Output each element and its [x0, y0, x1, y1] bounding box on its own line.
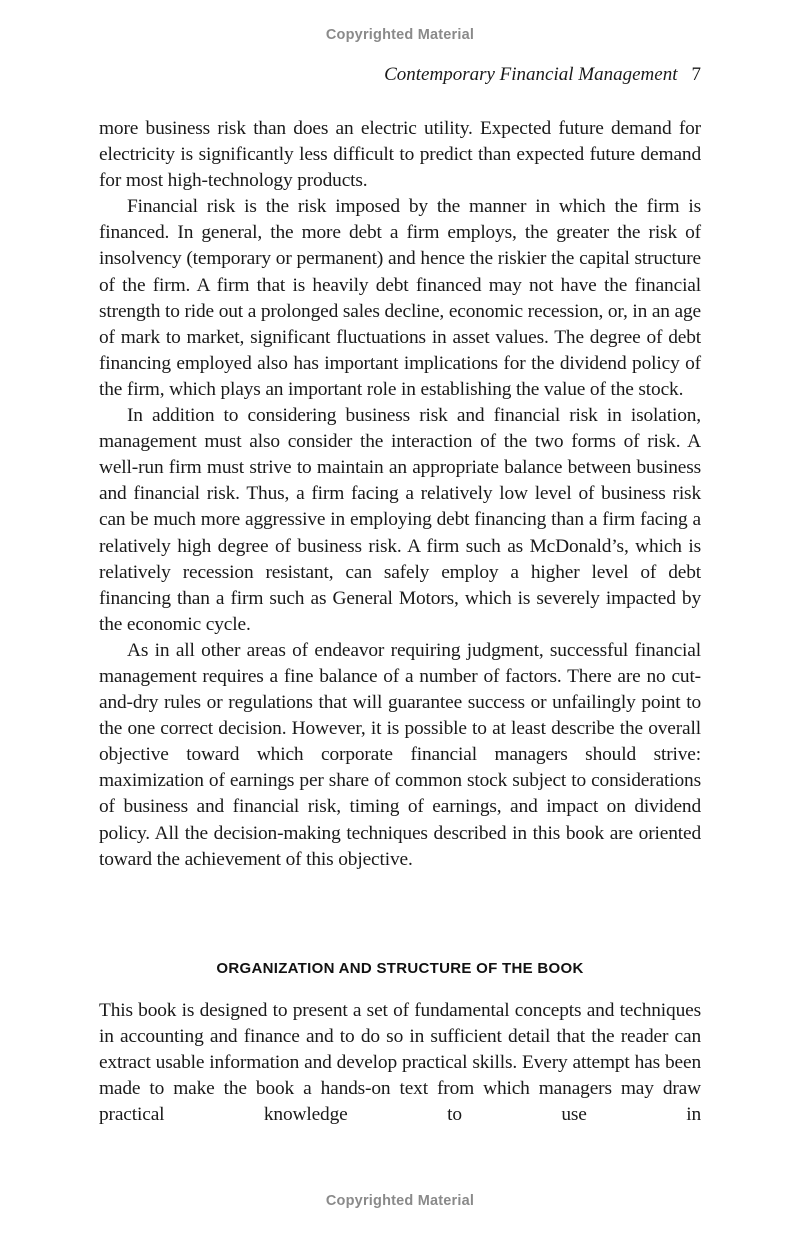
paragraph-financial-risk: Financial risk is the risk imposed by the manner in which the firm is financed. In general, the more debt a firm employs, the greater the risk of insolvency (temporary or permanent) and hence the riskier the capital structure of the firm. A firm that is heavily debt financed may not have the financial strength to ride out a prolonged sales decline, economic recession, or, in an age of mark to market, significant fluctuations in asset values. The degree of debt financing employed also has important implications for the dividend policy of the firm, which plays an important role in establishing the value of the stock. — [99, 196, 701, 400]
paragraph-objective: As in all other areas of endeavor requiring judgment, successful financial management requires a fine balance of a number of factors. There are no cut-and-dry rules or regulations that will guarantee success or unfailingly point to the one correct decision. However, it is possible to at least describe the overall objective toward which corporate financial managers should strive: maximization of earnings per share of common stock subject to considerations of business and financial risk, timing of earnings, and impact on dividend policy. All the decision-making techniques described in this book are oriented toward the achievement of this objective. — [99, 639, 701, 870]
section-heading: ORGANIZATION AND STRUCTURE OF THE BOOK — [216, 960, 584, 977]
running-head — [384, 64, 701, 86]
copyright-watermark-bottom: Copyrighted Material — [325, 1193, 475, 1209]
paragraph-risk-interaction: In addition to considering business risk and financial risk in isolation, management must also consider the interaction of the two forms of risk. A well-run firm must strive to maintain an appropriate balance between business and financial risk. Thus, a firm facing a relatively low level of business risk can be much more aggressive in employing debt financing than a firm facing a relatively high degree of business risk. A firm such as McDonald’s, which is relatively recession resistant, can safely employ a higher level of debt financing than a firm such as General Motors, which is severely impacted by the economic cycle. — [99, 405, 701, 635]
body-text — [99, 116, 701, 873]
running-head-title: Contemporary Financial Management — [384, 64, 678, 85]
section-paragraph: This book is designed to present a set of fundamental concepts and techniques in accounting and finance and to do so in sufficient detail that the reader can extract usable information and develop practical skills. Every attempt has been made to make the book a hands-on text from which managers may draw practical knowledge to use in — [99, 1000, 701, 1126]
page-number: 7 — [691, 64, 701, 85]
copyright-watermark-top: Copyrighted Material — [325, 27, 475, 43]
paragraph-continuation: more business risk than does an electric utility. Expected future demand for electricity is significantly less difficult to predict than expected future demand for most high-technology products. — [99, 118, 701, 192]
